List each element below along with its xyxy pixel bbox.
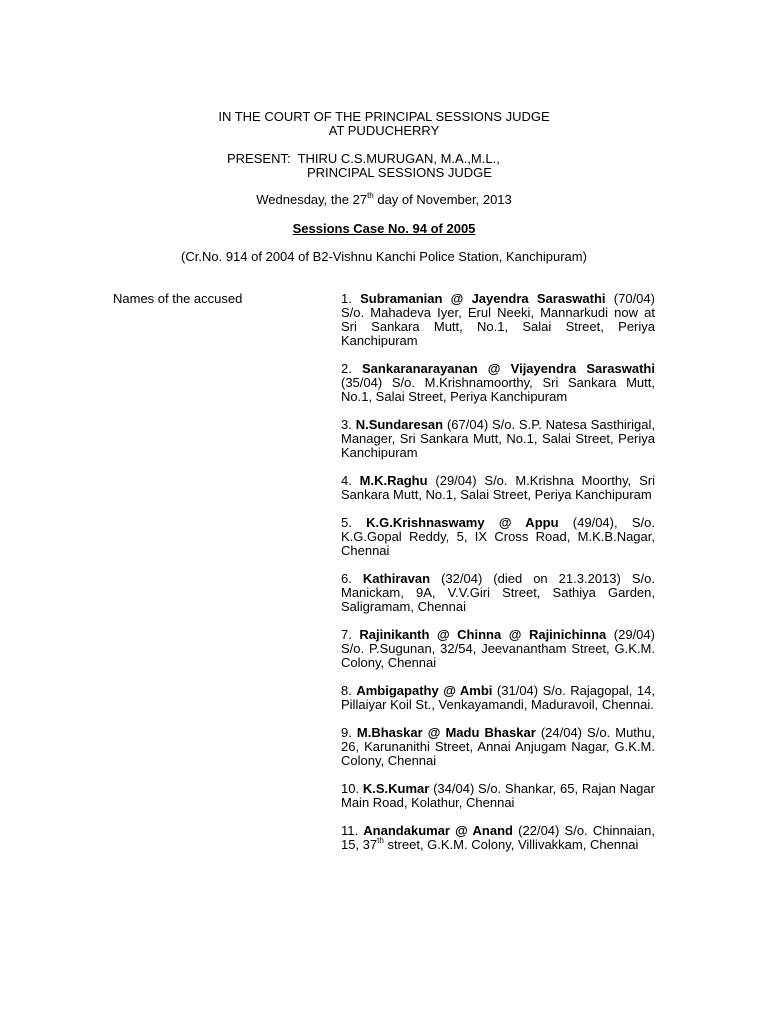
accused-details: (70/04) S/o. Mahadeva Iyer, Erul Neeki, Mannarkudi now at Sri Sankara Mutt, No.1, Salai Street, Periya Kanchipuram: [341, 291, 655, 348]
accused-item: [341, 516, 655, 558]
accused-details-end: street, G.K.M. Colony, Villivakkam, Chennai: [383, 837, 639, 852]
accused-number: 9.: [341, 725, 352, 740]
date-sup: th: [367, 191, 374, 200]
date-post: day of November, 2013: [373, 192, 512, 207]
accused-number: 2.: [341, 361, 352, 376]
accused-item: [341, 782, 655, 810]
court-line-1: IN THE COURT OF THE PRINCIPAL SESSIONS JUDGE: [218, 109, 550, 124]
accused-number: 11.: [341, 823, 359, 838]
accused-name: M.Bhaskar @ Madu Bhaskar: [356, 725, 536, 740]
accused-name: N.Sundaresan: [355, 417, 444, 432]
accused-details: (24/04) S/o. Muthu, 26, Karunanithi Street, Annai Anjugam Nagar, G.K.M. Colony, Chennai: [341, 725, 655, 768]
accused-details: (49/04), S/o. K.G.Gopal Reddy, 5, IX Cross Road, M.K.B.Nagar, Chennai: [341, 515, 655, 558]
accused-details: (67/04) S/o. S.P. Natesa Sasthirigal, Manager, Sri Sankara Mutt, No.1, Salai Street, Periya Kanchipuram: [341, 417, 655, 460]
accused-item: [341, 362, 655, 404]
accused-details-sup: th: [377, 836, 384, 845]
accused-name: K.S.Kumar: [362, 781, 430, 796]
accused-number: 3.: [341, 417, 352, 432]
accused-item: [341, 418, 655, 460]
accused-details: (29/04) S/o. P.Sugunan, 32/54, Jeevanantham Street, G.K.M. Colony, Chennai: [341, 627, 655, 670]
accused-item: [341, 684, 655, 712]
judge-name: THIRU C.S.MURUGAN, M.A.,M.L.,: [297, 151, 500, 166]
case-title: Sessions Case No. 94 of 2005: [292, 221, 476, 236]
present-label: PRESENT:: [227, 151, 291, 166]
case-title-row: [0, 222, 768, 236]
hearing-date: [0, 193, 768, 207]
accused-name: Anandakumar @ Anand: [363, 823, 513, 838]
accused-details: (35/04) S/o. M.Krishnamoorthy, Sri Sankara Mutt, No.1, Salai Street, Periya Kanchipuram: [341, 375, 655, 404]
accused-number: 5.: [341, 515, 352, 530]
accused-details: (29/04) S/o. M.Krishna Moorthy, Sri Sankara Mutt, No.1, Salai Street, Periya Kanchipuram: [341, 473, 655, 502]
accused-name: Ambigapathy @ Ambi: [356, 683, 493, 698]
accused-details: (32/04) (died on 21.3.2013) S/o. Manickam, 9A, V.V.Giri Street, Sathiya Garden, Saligramam, Chennai: [341, 571, 655, 614]
accused-list: [341, 292, 655, 866]
accused-details: (34/04) S/o. Shankar, 65, Rajan Nagar Main Road, Kolathur, Chennai: [341, 781, 655, 810]
judge-title: PRINCIPAL SESSIONS JUDGE: [307, 165, 492, 180]
accused-name: M.K.Raghu: [359, 473, 428, 488]
accused-item: [341, 726, 655, 768]
crime-reference: (Cr.No. 914 of 2004 of B2-Vishnu Kanchi Police Station, Kanchipuram): [181, 249, 587, 264]
accused-number: 7.: [341, 627, 352, 642]
accused-item: [341, 628, 655, 670]
accused-number: 4.: [341, 473, 352, 488]
accused-name: Kathiravan: [362, 571, 431, 586]
accused-item: [341, 572, 655, 614]
accused-name: Rajinikanth @ Chinna @ Rajinichinna: [359, 627, 607, 642]
accused-label: Names of the accused: [113, 291, 243, 306]
accused-details: (31/04) S/o. Rajagopal, 14, Pillaiyar Koil St., Venkayamandi, Maduravoil, Chennai.: [341, 683, 655, 712]
court-line-2: AT PUDUCHERRY: [328, 123, 440, 138]
accused-number: 10.: [341, 781, 360, 796]
accused-name: Sankaranarayanan @ Vijayendra Saraswathi: [362, 361, 655, 376]
court-heading: [0, 110, 768, 138]
accused-number: 1.: [341, 291, 352, 306]
present-block: [227, 152, 500, 180]
accused-number: 6.: [341, 571, 352, 586]
accused-item: [341, 824, 655, 852]
accused-item: [341, 292, 655, 348]
accused-name: Subramanian @ Jayendra Saraswathi: [360, 291, 606, 306]
accused-number: 8.: [341, 683, 352, 698]
date-pre: Wednesday, the 27: [256, 192, 368, 207]
accused-details: (22/04) S/o. Chinnaian, 15, 37: [341, 823, 655, 852]
accused-item: [341, 474, 655, 502]
accused-name: K.G.Krishnaswamy @ Appu: [366, 515, 559, 530]
